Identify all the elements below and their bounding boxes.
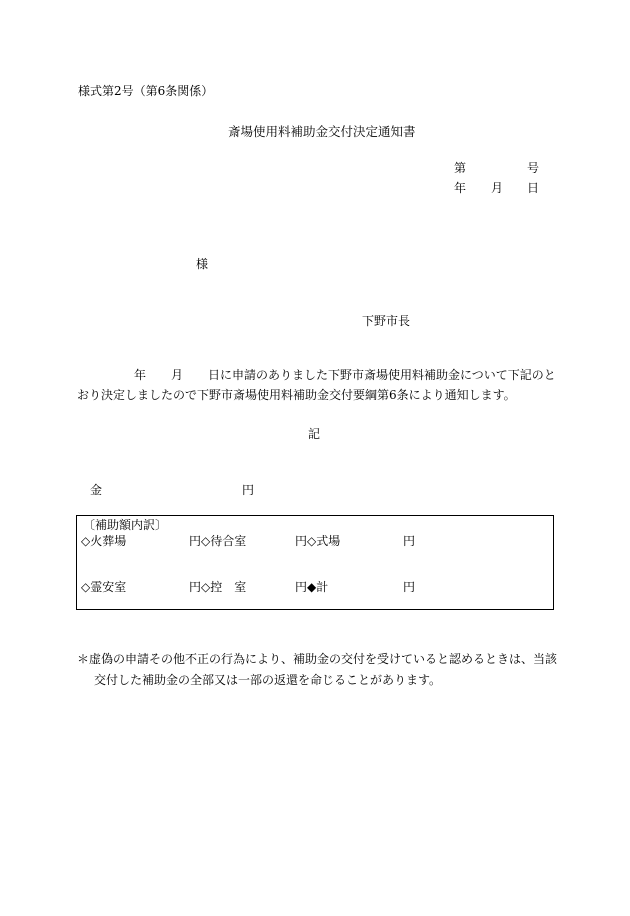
- addressee-suffix: 様: [196, 257, 209, 271]
- breakdown-item-label: ◇霊安室: [81, 580, 127, 594]
- form-number-label: 様式第2号（第6条関係）: [78, 84, 214, 98]
- breakdown-item-label: ◇式場: [307, 534, 341, 548]
- body-line1: 日に申請のありました下野市斎場使用料補助金について下記のと: [208, 368, 556, 382]
- document-title: 斎場使用料補助金交付決定通知書: [228, 124, 416, 139]
- date-month: 月: [491, 181, 504, 195]
- breakdown-box: [76, 515, 554, 610]
- sender-name: 下野市長: [362, 314, 411, 328]
- ki-heading: 記: [308, 427, 321, 441]
- doc-number-prefix: 第: [454, 161, 467, 175]
- breakdown-item-unit: 円: [403, 534, 416, 548]
- doc-number-suffix: 号: [527, 161, 540, 175]
- date-year: 年: [454, 181, 467, 195]
- breakdown-title: 〔補助額内訳〕: [83, 518, 168, 532]
- body-date-month: 月: [171, 368, 184, 382]
- body-line2: おり決定しましたので下野市斎場使用料補助金交付要綱第6条により通知します。: [77, 388, 516, 402]
- breakdown-item-label: ◇控 室: [201, 580, 247, 594]
- breakdown-item-label: ◇待合室: [201, 534, 247, 548]
- breakdown-item-unit: 円: [189, 534, 202, 548]
- date-day: 日: [527, 181, 540, 195]
- note-line2: 交付した補助金の全部又は一部の返還を命じることがあります。: [94, 673, 442, 687]
- note-line1: ＊虚偽の申請その他不正の行為により、補助金の交付を受けていると認めるときは、当該: [77, 652, 558, 666]
- breakdown-item-unit: 円: [403, 580, 416, 594]
- breakdown-item-unit: 円: [295, 580, 308, 594]
- breakdown-item-unit: 円: [189, 580, 202, 594]
- breakdown-item-label: ◇火葬場: [81, 534, 127, 548]
- body-date-year: 年: [134, 368, 147, 382]
- amount-label: 金: [90, 483, 103, 497]
- breakdown-item-unit: 円: [295, 534, 308, 548]
- amount-unit: 円: [242, 483, 255, 497]
- breakdown-item-label: ◆計: [307, 580, 329, 594]
